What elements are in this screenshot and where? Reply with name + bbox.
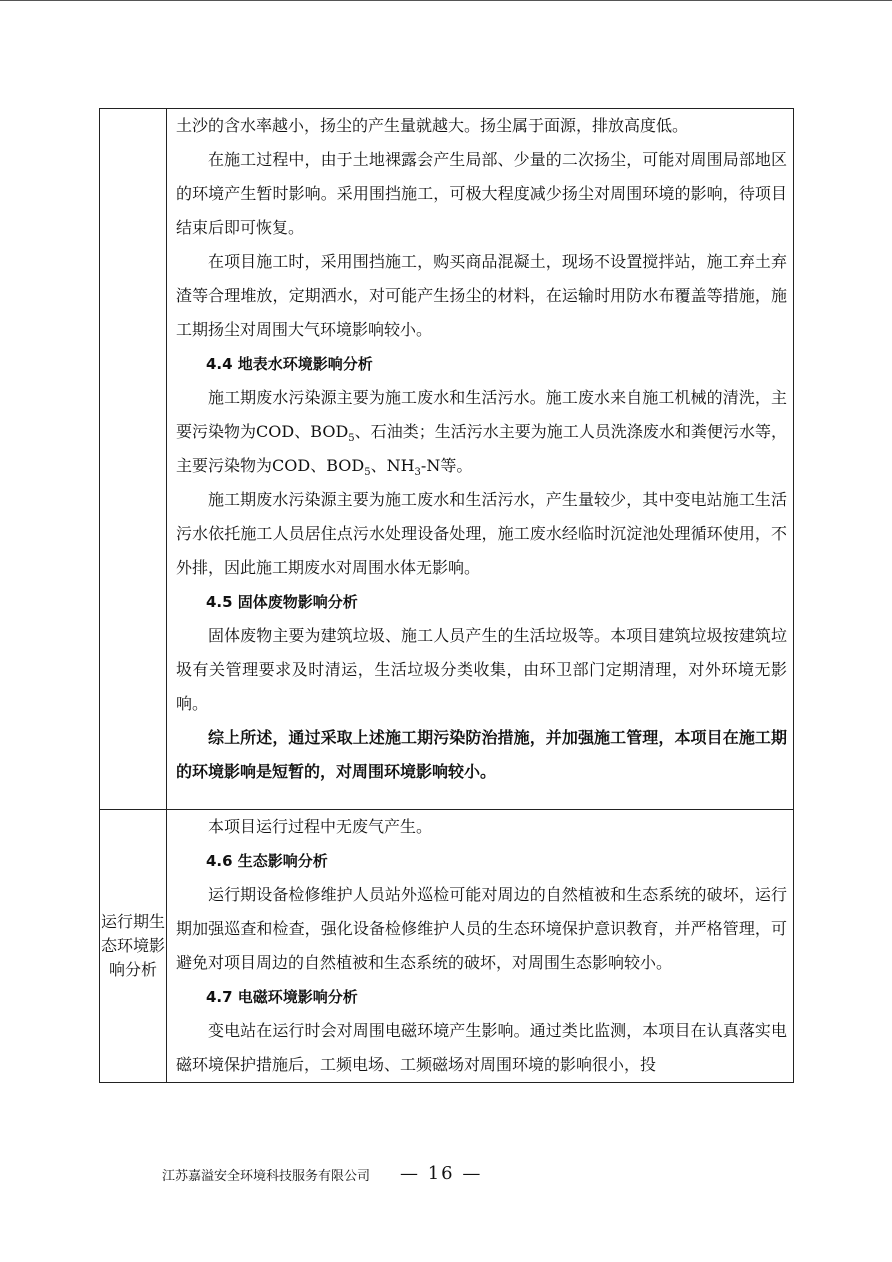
- paragraph: 本项目运行过程中无废气产生。: [208, 817, 433, 836]
- row-label-cell: [100, 810, 167, 1083]
- paragraph: 在施工过程中，由于土地裸露会产生局部、少量的二次扬尘，可能对周围局部地区的环境产生暂时影响。采用围挡施工，可极大程度减少扬尘对周围环境的影响，待项目结束后即可恢复。: [176, 150, 787, 237]
- paragraph: 运行期设备检修维护人员站外巡检可能对周边的自然植被和生态系统的破坏，运行期加强巡查和检查，强化设备检修维护人员的生态环境保护意识教育，并严格管理，可避免对项目周边的自然植被和生态系统的破坏，对周围生态影响较小。: [176, 885, 787, 972]
- section-heading: 4.5 固体废物影响分析: [206, 593, 358, 611]
- page-footer: [0, 1163, 892, 1193]
- paragraph: 土沙的含水率越小，扬尘的产生量就越大。扬尘属于面源，排放高度低。: [176, 116, 689, 135]
- paragraph: 固体废物主要为建筑垃圾、施工人员产生的生活垃圾等。本项目建筑垃圾按建筑垃圾有关管理要求及时清运，生活垃圾分类收集，由环卫部门定期清理，对外环境无影响。: [176, 626, 787, 713]
- paragraph: 施工期废水污染源主要为施工废水和生活污水，产生量较少，其中变电站施工生活污水依托施工人员居住点污水处理设备处理，施工废水经临时沉淀池处理循环使用，不外排，因此施工期废水对周围水体无影响。: [176, 490, 787, 577]
- paragraph: 综上所述，通过采取上述施工期污染防治措施，并加强施工管理，本项目在施工期的环境影响是短暂的，对周围环境影响较小。: [176, 728, 787, 781]
- row-content-cell: [167, 109, 794, 810]
- row-label: 运行期生态环境影响分析: [100, 912, 165, 979]
- page-number: — 16 —: [400, 1163, 483, 1184]
- company-name: 江苏嘉溢安全环境科技服务有限公司: [162, 1169, 371, 1184]
- row-label-cell: [100, 109, 167, 810]
- section-content: [176, 109, 787, 789]
- row-content-cell: [167, 810, 794, 1083]
- paragraph: 施工期废水污染源主要为施工废水和生活污水。施工废水来自施工机械的清洗，主要污染物为COD、$BOD_5$、石油类；生活污水主要为施工人员洗涤废水和粪便污水等，主要污染物为COD、$BOD_5$、$NH_3-N$等。: [176, 388, 787, 479]
- table-row-construction: [100, 109, 794, 810]
- table-row-operation: [100, 810, 794, 1083]
- page-top-border: [0, 0, 892, 1]
- section-heading: 4.4 地表水环境影响分析: [206, 355, 373, 373]
- section-heading: 4.6 生态影响分析: [206, 852, 328, 870]
- section-heading: 4.7 电磁环境影响分析: [206, 988, 358, 1006]
- analysis-table: [99, 108, 794, 1083]
- paragraph: 变电站在运行时会对周围电磁环境产生影响。通过类比监测，本项目在认真落实电磁环境保护措施后，工频电场、工频磁场对周围环境的影响很小，投: [176, 1021, 787, 1074]
- paragraph: 在项目施工时，采用围挡施工，购买商品混凝土，现场不设置搅拌站，施工弃土弃渣等合理堆放，定期洒水，对可能产生扬尘的材料，在运输时用防水布覆盖等措施，施工期扬尘对周围大气环境影响较小。: [176, 252, 787, 339]
- section-content: [176, 810, 787, 1082]
